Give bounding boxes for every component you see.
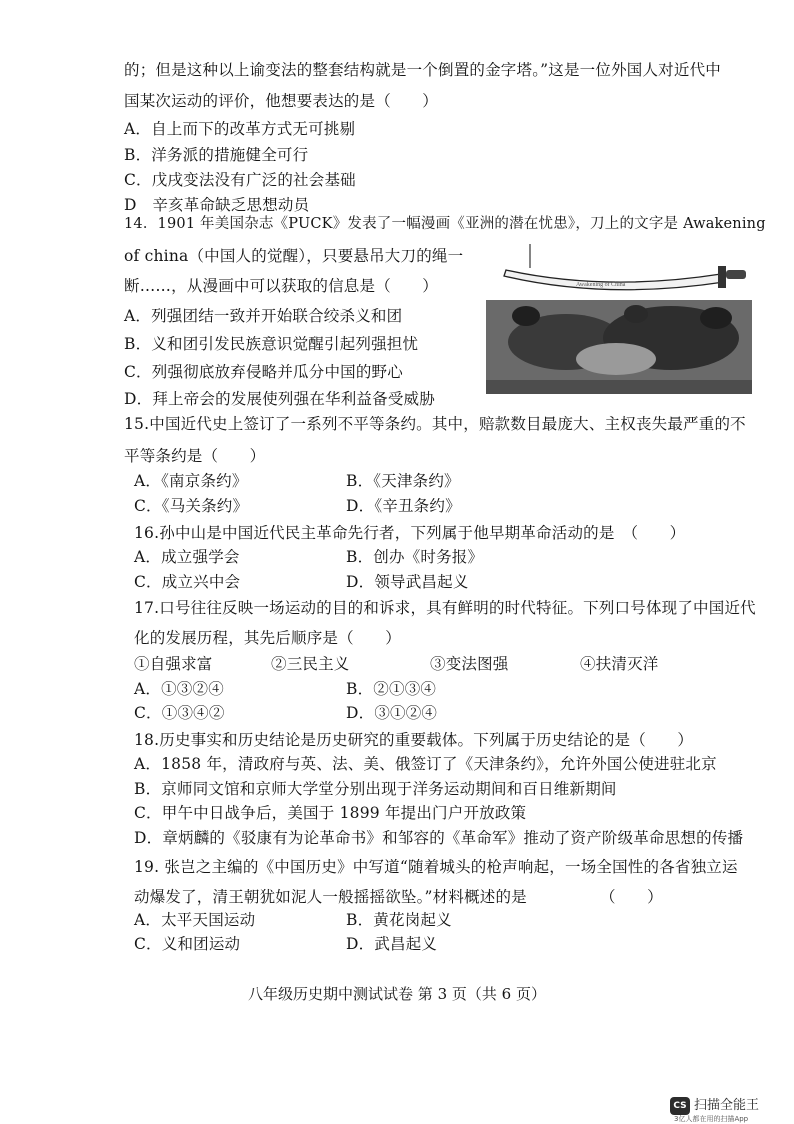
- figure: [512, 306, 540, 326]
- option-14-a: A．列强团结一致并开始联合绞杀义和团: [124, 307, 403, 325]
- option-15-d: D．《辛丑条约》: [346, 497, 461, 515]
- option-16-c: C．成立兴中会: [134, 573, 241, 591]
- question-14-text: of china（中国人的觉醒），只要悬吊大刀的绳一: [124, 247, 464, 265]
- answer-paren: （ ）: [600, 888, 663, 906]
- question-15-text: 平等条约是（ ）: [124, 447, 266, 465]
- watermark-subtitle: 3亿人都在用的扫描App: [674, 1115, 749, 1123]
- sword-text: Awakening of China: [576, 282, 626, 288]
- option-13-c: C．戊戌变法没有广泛的社会基础: [124, 171, 356, 189]
- question-13-text: 的；但是这种以上谕变法的整套结构就是一个倒置的金字塔。”这是一位外国人对近代中: [124, 61, 721, 79]
- question-17-text: 17.口号往往反映一场运动的目的和诉求，具有鲜明的时代特征。下列口号体现了中国近代: [134, 599, 756, 617]
- question-18-text: 18.历史事实和历史结论是历史研究的重要载体。下列属于历史结论的是（ ）: [134, 731, 694, 749]
- option-18-d: D．章炳麟的《驳康有为论革命书》和邹容的《革命军》推动了资产阶级革命思想的传播: [134, 829, 744, 847]
- question-14-text: 14．1901 年美国杂志《PUCK》发表了一幅漫画《亚洲的潜在忧患》，刀上的文字是 Awakening: [124, 216, 766, 232]
- crowd-center: [576, 343, 656, 375]
- slogan-4: ④扶清灭洋: [580, 655, 659, 673]
- slogan-2: ②三民主义: [271, 655, 350, 673]
- page-footer: 八年级历史期中测试试卷 第 3 页（共 6 页）: [248, 985, 546, 1003]
- question-13-text: 国某次运动的评价，他想要表达的是（ ）: [124, 92, 439, 110]
- option-17-a: A．①③②④: [134, 680, 224, 698]
- question-19-text: 动爆发了，清王朝犹如泥人一般摇摇欲坠。”材料概述的是: [134, 888, 527, 906]
- option-15-a: A．《南京条约》: [134, 472, 248, 490]
- ground: [486, 380, 752, 394]
- option-16-a: A．成立强学会: [134, 548, 240, 566]
- slogan-1: ①自强求富: [134, 655, 213, 673]
- option-17-b: B．②①③④: [346, 680, 437, 698]
- option-15-b: B．《天津条约》: [346, 472, 460, 490]
- question-15-text: 15.中国近代史上签订了一系列不平等条约。其中，赔款数目最庞大、主权丧失最严重的不: [124, 415, 746, 433]
- cartoon-image: [486, 244, 752, 394]
- option-13-d: D 辛亥革命缺乏思想动员: [124, 196, 310, 214]
- option-16-b: B．创办《时务报》: [346, 548, 484, 566]
- slogan-3: ③变法图强: [430, 655, 509, 673]
- option-13-a: A．自上而下的改革方式无可挑剔: [124, 120, 356, 138]
- option-19-d: D．武昌起义: [346, 935, 438, 953]
- option-17-c: C．①③④②: [134, 704, 225, 722]
- option-18-b: B．京师同文馆和京师大学堂分别出现于洋务运动期间和百日维新期间: [134, 780, 617, 798]
- sword-guard: [718, 266, 726, 288]
- option-18-a: A．1858 年，清政府与英、法、美、俄签订了《天津条约》，允许外国公使进驻北京: [134, 755, 717, 773]
- option-18-c: C．甲午中日战争后，美国于 1899 年提出门户开放政策: [134, 804, 527, 822]
- question-16-text: 16.孙中山是中国近代民主革命先行者，下列属于他早期革命活动的是 （ ）: [134, 524, 686, 542]
- question-19-text: 19. 张岂之主编的《中国历史》中写道“随着城头的枪声响起，一场全国性的各省独立运: [134, 858, 738, 876]
- option-17-d: D．③①②④: [346, 704, 438, 722]
- option-19-a: A．太平天国运动: [134, 911, 256, 929]
- option-16-d: D．领导武昌起义: [346, 573, 469, 591]
- scanner-watermark: [670, 1097, 780, 1123]
- camscanner-logo-icon: CS: [670, 1097, 690, 1115]
- question-14-text: 断……，从漫画中可以获取的信息是（ ）: [124, 277, 439, 295]
- sword-hilt: [726, 270, 746, 279]
- option-19-b: B．黄花岗起义: [346, 911, 452, 929]
- option-13-b: B．洋务派的措施健全可行: [124, 146, 309, 164]
- figure: [624, 305, 648, 323]
- option-19-c: C．义和团运动: [134, 935, 241, 953]
- watermark-name: 扫描全能王: [694, 1098, 760, 1113]
- question-17-text: 化的发展历程，其先后顺序是（ ）: [134, 629, 401, 647]
- option-14-c: C．列强彻底放弃侵略并瓜分中国的野心: [124, 363, 403, 381]
- option-15-c: C．《马关条约》: [134, 497, 249, 515]
- option-14-b: B．义和团引发民族意识觉醒引起列强担忧: [124, 335, 419, 353]
- figure: [700, 307, 732, 329]
- option-14-d: D．拜上帝会的发展使列强在华利益备受威胁: [124, 390, 435, 408]
